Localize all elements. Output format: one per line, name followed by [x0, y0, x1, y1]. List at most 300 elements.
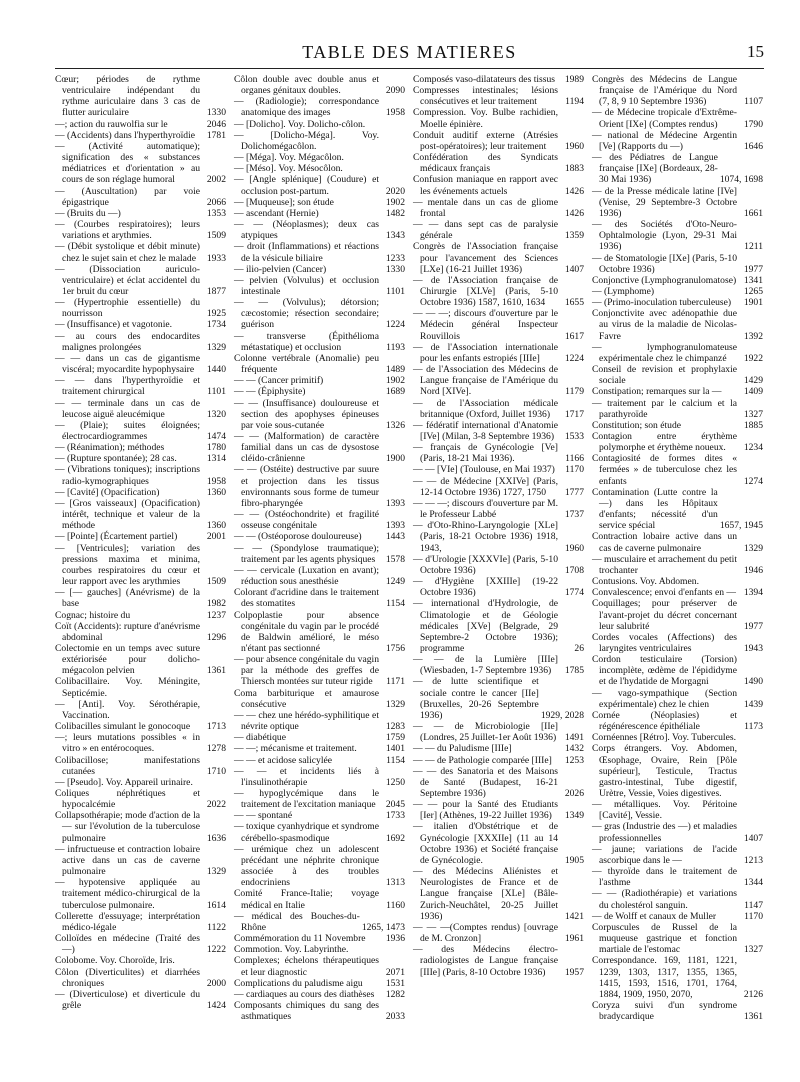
entry-page-ref: 1101 [386, 285, 405, 297]
entry-page-ref: 1489 [385, 364, 405, 376]
entry-page-ref: 1327 [743, 408, 763, 420]
index-entry [592, 308, 763, 341]
index-entry [592, 297, 763, 308]
entry-page-ref: 1439 [743, 698, 763, 710]
index-entry [55, 721, 226, 732]
entry-text: — [Dolicho-Méga]. Voy. Dolichomégacôlon. [234, 129, 379, 152]
entry-text: Commémoration du 11 Novembre [234, 933, 366, 945]
index-entry [413, 944, 584, 977]
entry-page-ref: 1710 [206, 765, 226, 777]
index-entry [592, 130, 763, 152]
index-entry [413, 107, 584, 129]
index-entry [55, 676, 226, 698]
entry-text: — (Insuffisance) et vagotonie. [55, 319, 173, 331]
entry-text: — (Bruits du —) [55, 207, 121, 219]
entry-page-ref: 1392 [743, 330, 763, 342]
index-entry [592, 587, 763, 598]
entry-page-ref: 1509 [206, 230, 226, 242]
entry-page-ref: 1617 [564, 330, 584, 342]
entry-page-ref: 1193 [386, 341, 405, 353]
entry-page-ref: 1154 [386, 598, 405, 610]
entry-page-ref: 1320 [206, 408, 226, 420]
index-entry [55, 989, 226, 1011]
entry-page-ref: 1426 [564, 185, 584, 197]
entry-text: — — (Insuffisance) douloureuse et section des apophyses épineuses par voie sous-cutanée [234, 397, 379, 431]
entry-text: — d'Oto-Rhino-Laryngologie [XLe] (Paris, 18-21 Octobre 1936) 1918, 1943, [413, 520, 558, 554]
index-entry [592, 654, 763, 687]
index-entry [234, 208, 405, 219]
entry-text: — transverse (Épithélioma métastatique) et occlusion [234, 330, 379, 353]
entry-text: — de la Presse médicale latine [IVe] (Venise, 29 Septembre-3 Octobre 1936) [592, 185, 737, 219]
entry-text: — au cours des endocardites malignes prolongées [55, 330, 200, 353]
entry-page-ref: 1314 [206, 453, 226, 465]
entry-page-ref: 2000 [206, 977, 226, 989]
entry-page-ref: 1901 [743, 297, 763, 309]
index-entry [592, 922, 763, 955]
entry-page-ref: 1922 [743, 352, 763, 364]
entry-page-ref: 1614 [206, 899, 226, 911]
entry-text: — (Vibrations toniques); inscriptions radio-kymographiques [55, 464, 200, 487]
entry-text: —; leurs mutations possibles « in vitro » en entérocoques. [55, 732, 200, 755]
entry-page-ref: 1657, 1945 [719, 520, 763, 532]
entry-text: — —; mécanisme et traitement. [234, 743, 357, 755]
entry-page-ref: 1171 [386, 676, 405, 688]
entry-text: — (Primo-inoculation tuberculeuse) [592, 297, 732, 309]
entry-page-ref: 1717 [564, 408, 584, 420]
entry-text: Confusion maniaque en rapport avec les événements actuels [413, 174, 558, 197]
entry-page-ref: 1283 [385, 721, 405, 733]
index-entry [55, 610, 226, 621]
index-entry [234, 743, 405, 754]
index-entry [55, 543, 226, 588]
index-entry [413, 275, 584, 308]
entry-text: — [— gauches] (Anévrisme) de la base [55, 587, 200, 610]
entry-text: — hypotensive appliquée au traitement médico-chirurgical de la tuberculose pulmonaire. [55, 877, 200, 911]
entry-page-ref: 1692 [385, 832, 405, 844]
entry-page-ref: 1655 [564, 297, 584, 309]
index-entry [592, 844, 763, 866]
entry-text: Contusions. Voy. Abdomen. [592, 576, 699, 588]
entry-page-ref: 1713 [206, 721, 226, 733]
entry-page-ref: 1781 [206, 129, 226, 141]
entry-page-ref: 1734 [206, 319, 226, 331]
entry-text: — d'Hygiène [XXIIIe] (19-22 Octobre 1936) [413, 576, 558, 599]
entry-page-ref: 1222 [206, 944, 226, 956]
entry-text: — [Anti]. Voy. Sérothérapie, Vaccination. [55, 698, 200, 721]
index-entry [55, 241, 226, 263]
entry-text: — français de Gynécologie [Ve] (Paris, 18-21 Mai 1936). [413, 442, 558, 465]
entry-page-ref: 1877 [206, 285, 226, 297]
index-entry [234, 933, 405, 944]
entry-text: — — (Spondylose traumatique); traitement par les agents physiques [234, 542, 379, 565]
index-entry [413, 554, 584, 576]
entry-text: Corpuscules de Russel de la muqueuse gastrique et fonction martiale de l'estomac [592, 921, 737, 956]
entry-text: — (Activité automatique); signification des « substances médiatrices et d'orientation » au cours de son réglage humoral [55, 140, 200, 186]
entry-text: — des Sociétés d'Oto-Neuro-Ophtalmologie (Lyon, 29-31 Mai 1936) [592, 219, 737, 253]
index-entry [592, 420, 763, 431]
index-entry [55, 699, 226, 721]
entry-page-ref: 1326 [385, 419, 405, 431]
entry-page-ref: 1249 [385, 576, 405, 588]
index-entry [234, 844, 405, 889]
index-entry [413, 464, 584, 475]
entry-page-ref: 1359 [564, 230, 584, 242]
entry-text: Convalescence; envoi d'enfants en — [592, 587, 736, 599]
entry-text: Cognac; histoire du [55, 609, 131, 621]
entry-text: — — de Microbiologie [IIe] (Londres, 25 Juillet-1er Août 1936) [413, 721, 558, 744]
index-entry [55, 621, 226, 643]
index-entry [413, 498, 584, 520]
entry-page-ref: 1343 [385, 230, 405, 242]
entry-page-ref: 1759 [385, 732, 405, 744]
entry-page-ref: 1989 [564, 74, 584, 85]
index-entry [234, 163, 405, 174]
entry-page-ref: 1905 [564, 854, 584, 866]
entry-page-ref: 1213 [743, 854, 763, 866]
entry-page-ref: 1361 [743, 1011, 763, 1023]
entry-page-ref: 1224 [564, 352, 584, 364]
entry-text: — d'Urologie [XXXVIe] (Paris, 5-10 Octobre 1936) [413, 553, 558, 576]
index-entry [413, 197, 584, 219]
entry-text: — traitement par le calcium et la parathyroïde [592, 397, 737, 420]
entry-page-ref: 1407 [743, 832, 763, 844]
entry-text: Composés vaso-dilatateurs des tissus [413, 74, 556, 85]
entry-page-ref: 1933 [206, 252, 226, 264]
index-entry [413, 219, 584, 241]
entry-page-ref: 1440 [206, 364, 226, 376]
index-entry [592, 286, 763, 297]
entry-text: — — du Paludisme [IIIe] [413, 743, 512, 755]
entry-text: — (Radiologie); correspondance anatomique des images [234, 96, 379, 119]
entry-text: Collapsothérapie; mode d'action de la — sur l'évolution de la tuberculose pulmonaire [55, 810, 200, 844]
page-title: TABLE DES MATIERES [302, 42, 517, 62]
index-entry [55, 755, 226, 777]
index-entry [234, 732, 405, 743]
entry-page-ref: 1296 [206, 631, 226, 643]
entry-text: — — (Malformation) de caractère familial dans un cas de dysostose cléido-crânienne [234, 431, 379, 465]
entry-page-ref: 1958 [385, 107, 405, 119]
entry-page-ref: 1407 [564, 263, 584, 275]
entry-page-ref: 1274 [743, 475, 763, 487]
entry-page-ref: 26 [574, 642, 584, 654]
entry-text: — — (Épiphysite) [234, 386, 306, 398]
entry-page-ref: 1361 [206, 665, 226, 677]
entry-text: Conjonctivite avec adénopathie due au virus de la maladie de Nicolas-Favre [592, 308, 737, 342]
entry-page-ref: 1327 [743, 944, 763, 956]
index-entry [413, 799, 584, 821]
entry-text: Colibacillose; manifestations cutanées [55, 754, 200, 777]
entry-page-ref: 1777 [564, 486, 584, 498]
entry-text: — droit (Inflammations) et réactions de la vésicule biliaire [234, 241, 379, 264]
entry-text: — de Wolff et canaux de Muller [592, 910, 717, 922]
entry-page-ref: 1179 [565, 386, 584, 398]
index-entry [413, 85, 584, 107]
entry-text: — — pour la Santé des Etudiants [Ier] (Athènes, 19-22 Juillet 1936) [413, 799, 558, 822]
index-entry [234, 241, 405, 263]
index-entry [413, 676, 584, 721]
entry-page-ref: 1329 [743, 542, 763, 554]
entry-text: — [Méso]. Voy. Mésocôlon. [234, 163, 343, 175]
entry-text: — de l'Association des Médecins de Langue française de l'Amérique du Nord [XIVe]. [413, 364, 558, 398]
entry-page-ref: 1977 [743, 620, 763, 632]
entry-text: — hypoglycémique dans le traitement de l'excitation maniaque [234, 788, 379, 811]
entry-page-ref: 1160 [386, 899, 405, 911]
index-entry [55, 141, 226, 186]
entry-page-ref: 1943 [743, 642, 763, 654]
entry-text: Composants chimiques du sang des asthmatiques [234, 999, 379, 1023]
entry-page-ref: 1432 [564, 743, 584, 755]
index-entry [55, 353, 226, 375]
entry-text: — de Stomatologie [IXe] (Paris, 5-10 Octobre 1936) [592, 252, 737, 275]
entry-page-ref: 1265, 1473 [361, 921, 405, 933]
index-entry [592, 453, 763, 486]
index-entry [413, 308, 584, 341]
entry-page-ref: 2002 [206, 174, 226, 186]
entry-text: — — (Cancer primitif) [234, 375, 324, 387]
entry-page-ref: 1166 [565, 453, 584, 465]
entry-page-ref: 1409 [743, 386, 763, 398]
index-entry [234, 174, 405, 196]
entry-page-ref: 2071 [385, 966, 405, 978]
entry-page-ref: 1636 [206, 832, 226, 844]
entry-page-ref: 1173 [744, 721, 763, 733]
index-entry [234, 587, 405, 609]
entry-text: — de l'Association internationale pour les enfants estropiés [IIIe] [413, 341, 558, 364]
entry-text: — urémique chez un adolescent précédant une néphrite chronique associée à des troubles endocriniens [234, 843, 379, 889]
index-entry [55, 219, 226, 241]
entry-page-ref: 1689 [385, 386, 405, 398]
entry-text: — [Dolicho]. Voy. Dolicho-côlon. [234, 118, 366, 130]
index-entry [592, 955, 763, 1000]
entry-page-ref: 1885 [743, 419, 763, 431]
index-entry [234, 464, 405, 509]
index-entry [55, 464, 226, 486]
entry-text: — — (Néoplasmes); deux cas atypiques [234, 219, 379, 242]
entry-text: Colpoplastie pour absence congénitale du vagin par le procédé de Baldwin amélioré, le méso n'étant pas sectionné [234, 609, 379, 654]
entry-page-ref: 1278 [206, 743, 226, 755]
index-entry [592, 598, 763, 631]
index-entry [413, 721, 584, 743]
entry-text: — — dans sept cas de paralysie générale [413, 219, 558, 242]
entry-text: — fédératif international d'Anatomie [IVe] (Milan, 3-8 Septembre 1936) [413, 419, 558, 442]
entry-text: — — (Volvulus); détorsion; cæcostomie; résection secondaire; guérison [234, 297, 379, 331]
entry-text: Commotion. Voy. Labyrinthe. [234, 944, 349, 956]
entry-text: Colobome. Voy. Choroïde, Iris. [55, 955, 175, 967]
entry-text: — — (Radiothérapie) et variations du cholestérol sanguin. [592, 888, 737, 911]
entry-page-ref: 1393 [385, 497, 405, 509]
entry-page-ref: 1224 [385, 319, 405, 331]
entry-text: Cordes vocales (Affections) des laryngites ventriculaires [592, 631, 737, 654]
entry-page-ref: 1780 [206, 442, 226, 454]
entry-text: — — dans un cas de gigantisme viscéral; myocardite hypophysaire [55, 352, 200, 376]
entry-page-ref: 1531 [385, 977, 405, 989]
entry-text: — (Courbes respiratoires); leurs variations et arythmies. [55, 219, 200, 242]
entry-page-ref: 1737 [564, 509, 584, 521]
entry-text: Cornéennes [Rétro]. Voy. Tubercules. [592, 732, 736, 744]
index-entry [55, 967, 226, 989]
entry-text: Complexes; échelons thérapeutiques et leur diagnostic [234, 955, 379, 978]
index-entry [592, 386, 763, 397]
index-entry [55, 587, 226, 609]
index-entry [413, 130, 584, 152]
entry-text: — — chez une hérédo-syphilitique et névrite optique [234, 709, 379, 733]
entry-text: — (Rupture spontanée); 28 cas. [55, 453, 177, 465]
entry-page-ref: 1977 [743, 263, 763, 275]
entry-page-ref: 1170 [744, 910, 763, 922]
entry-page-ref: 1902 [385, 196, 405, 208]
entry-page-ref: 1429 [743, 375, 763, 387]
entry-text: — (Dissociation auriculo-ventriculaire) et éclat accidentel du 1er bruit du cœur [55, 263, 200, 297]
entry-page-ref: 2001 [206, 531, 226, 543]
index-entry [592, 431, 763, 453]
index-entry [55, 331, 226, 353]
index-entry [55, 130, 226, 141]
page-number: 15 [747, 42, 764, 61]
index-entry [234, 386, 405, 397]
entry-text: Contraction lobaire active dans un cas de caverne pulmonaire [592, 531, 737, 554]
entry-page-ref: 1785 [564, 665, 584, 677]
index-entry [234, 955, 405, 977]
index-entry [413, 520, 584, 553]
index-entry [234, 130, 405, 152]
entry-page-ref: 1122 [207, 921, 226, 933]
index-entry [592, 888, 763, 910]
entry-text: — pour absence congénitale du vagin par la méthode des greffes de Thiersch montées sur tuteur rigide [234, 654, 379, 688]
entry-page-ref: 1961 [564, 933, 584, 945]
entry-text: — ilio-pelvien (Cancer) [234, 263, 327, 275]
entry-text: Cordon testiculaire (Torsion) incomplète, œdème de l'épididyme et de l'hydatide de Morgagni [592, 654, 737, 688]
entry-text: — (Réanimation); méthodes [55, 442, 165, 454]
index-entry [592, 576, 763, 587]
index-entry [234, 710, 405, 732]
entry-page-ref: 1958 [206, 475, 226, 487]
entry-page-ref: 1194 [565, 96, 584, 108]
entry-page-ref: 1960 [564, 140, 584, 152]
index-entry [234, 810, 405, 821]
entry-text: Comité France-Italie; voyage médical en Italie [234, 888, 379, 911]
entry-page-ref: 1708 [564, 564, 584, 576]
index-entry [413, 476, 584, 498]
entry-page-ref: 1646 [743, 140, 763, 152]
entry-text: — de Médecine tropicale d'Extrême-Orient [IXe] (Comptes rendus) [592, 107, 737, 130]
entry-page-ref: 1509 [206, 576, 226, 588]
entry-text: — — [VIe] (Toulouse, en Mai 1937) [413, 464, 555, 476]
entry-page-ref: 1491 [564, 732, 584, 744]
entry-page-ref: 1330 [206, 107, 226, 119]
index-entry [234, 565, 405, 587]
entry-text: Correspondance. 169, 1181, 1221, 1239, 1303, 1317, 1355, 1365, 1415, 1593, 1516, 1701, 1764, 1884, 1909, 1950, 2070, [592, 955, 737, 1000]
index-entry [234, 989, 405, 1000]
index-entry [413, 766, 584, 799]
entry-text: Constitution; son étude [592, 419, 682, 431]
entry-text: Confédération des Syndicats médicaux français [413, 152, 558, 175]
entry-text: — mentale dans un cas de gliome frontal [413, 196, 558, 219]
entry-page-ref: 1360 [206, 486, 226, 498]
entry-page-ref: 1329 [206, 341, 226, 353]
entry-text: Colectomie en un temps avec suture extériorisée pour dolicho-mégacolon pelvien [55, 642, 200, 677]
entry-text: Cœur; périodes de rythme ventriculaire indépendant du rythme auriculaire dans 3 cas de flutter auriculaire [55, 74, 200, 119]
index-entry [413, 598, 584, 654]
entry-page-ref: 1107 [744, 96, 763, 108]
entry-text: Cornée (Néoplasies) et régénérescence épithéliale [592, 709, 737, 733]
index-entry [413, 342, 584, 364]
index-entry [55, 732, 226, 754]
index-entry [592, 688, 763, 710]
index-entry [55, 453, 226, 464]
entry-page-ref: 1925 [206, 308, 226, 320]
index-entry [592, 632, 763, 654]
entry-page-ref: 2026 [564, 788, 584, 799]
index-entry [413, 755, 584, 766]
index-column-3 [413, 74, 584, 1022]
index-entry [234, 531, 405, 542]
entry-page-ref: 1790 [743, 118, 763, 130]
index-entry [592, 275, 763, 286]
entry-text: — — (Ostéoporose douloureuse) [234, 531, 362, 543]
entry-text: — des Pédiatres de Langue française [IXe] (Bordeaux, 28-30 Mai 1936) [592, 152, 718, 186]
entry-text: — cardiaques au cours des diathèses [234, 988, 375, 1000]
entry-page-ref: 1578 [385, 553, 405, 565]
index-entry [592, 799, 763, 821]
entry-page-ref: 1774 [564, 587, 584, 599]
entry-text: — — terminale dans un cas de leucose aiguë aleucémique [55, 397, 200, 420]
entry-text: Collerette d'essuyage; interprétation médico-légale [55, 910, 200, 933]
entry-page-ref: 1424 [206, 999, 226, 1011]
entry-text: — — (Ostéochondrite) et fragilité osseuse congénitale [234, 509, 379, 532]
index-entry [592, 398, 763, 420]
entry-text: — de l'Association française de Chirurgie [XLVe] (Paris, 5-10 Octobre 1936) 1587, 1610, 1634 [413, 274, 558, 309]
entry-text: — métalliques. Voy. Péritoine [Cavité], Vessie. [592, 799, 737, 822]
entry-text: — lymphogranulomateuse expérimentale chez le chimpanzé [592, 341, 737, 364]
entry-page-ref: 1344 [743, 877, 763, 889]
entry-text: — — cervicale (Luxation en avant); réduction sous anesthésie [234, 564, 379, 588]
index-entry [234, 375, 405, 386]
entry-text: — — de la Lumière [IIIe] (Wiesbaden, 1-7 Septembre 1936) [413, 654, 558, 677]
index-entry [55, 487, 226, 498]
entry-text: — [Angle splénique] (Coudure) et occlusion post-partum. [234, 174, 379, 197]
entry-page-ref: 1233 [385, 252, 405, 264]
index-entry [234, 431, 405, 464]
entry-text: — infructueuse et contraction lobaire active dans un cas de caverne pulmonaire [55, 843, 200, 878]
entry-page-ref: 1330 [385, 263, 405, 275]
index-entry [592, 531, 763, 553]
entry-page-ref: 1101 [207, 386, 226, 398]
entry-text: — (Auscultation) par voie épigastrique [55, 185, 200, 208]
entry-text: — — —; discours d'ouverture par le Médecin général Inspecteur Rouvillois [413, 308, 558, 342]
entry-text: —; action du rauwolfia sur le [55, 118, 168, 130]
index-entry [413, 364, 584, 397]
entry-page-ref: 1661 [743, 207, 763, 219]
index-entry [234, 74, 405, 96]
index-entry [55, 788, 226, 810]
index-entry [413, 241, 584, 274]
entry-text: — — (Ostéite) destructive par suure et projection dans les tissus environnants sous forme de tumeur fibro-pharyngée [234, 464, 379, 509]
entry-text: Colonne vertébrale (Anomalie) peu fréquente [234, 352, 379, 376]
entry-text: — — —(Comptes rendus) [ouvrage de M. Cronzon] [413, 921, 558, 945]
index-entry [413, 398, 584, 420]
index-entry [234, 119, 405, 130]
index-entry [592, 1000, 763, 1022]
entry-page-ref: 1253 [564, 754, 584, 766]
entry-text: — [Méga]. Voy. Mégacôlon. [234, 152, 344, 164]
entry-page-ref: 2066 [206, 196, 226, 208]
entry-page-ref: 1957 [564, 966, 584, 978]
index-entry [413, 576, 584, 598]
index-entry [413, 174, 584, 196]
index-column-2 [234, 74, 405, 1022]
entry-page-ref: 1883 [564, 163, 584, 175]
entry-page-ref: 1360 [206, 520, 226, 532]
